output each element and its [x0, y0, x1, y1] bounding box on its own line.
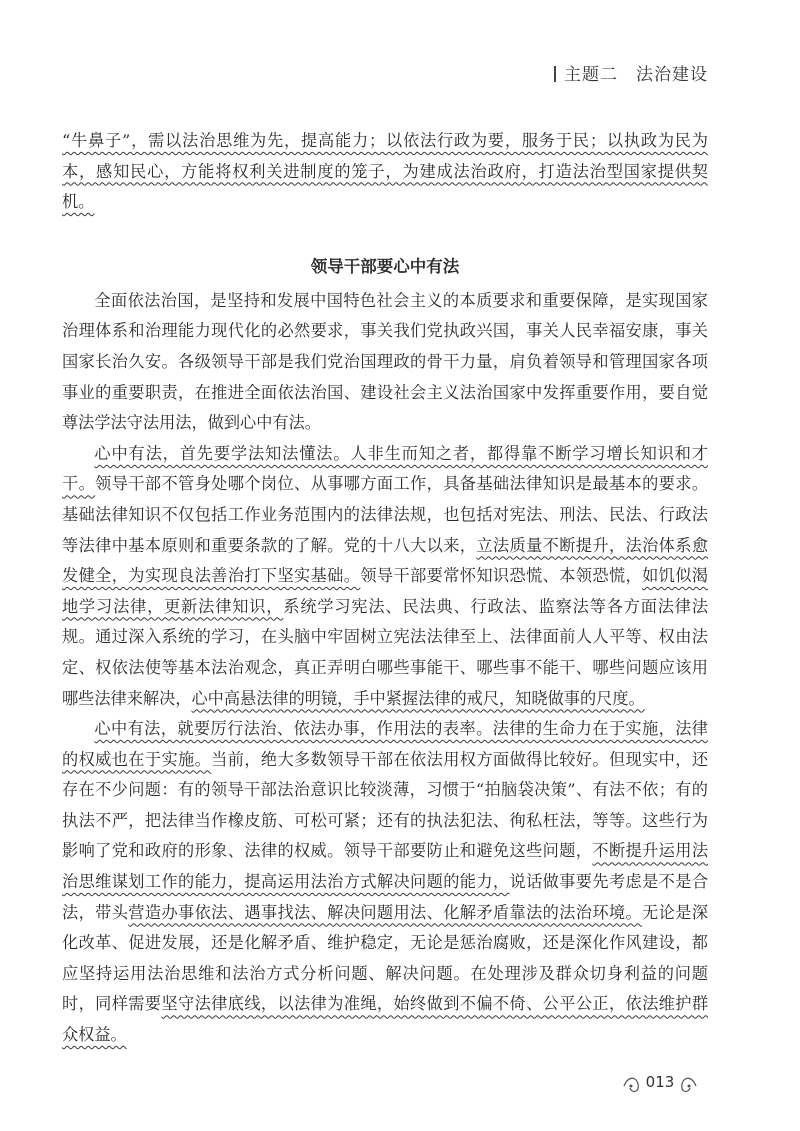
underlined-text: 立法质量不断提升，法治体系愈发健全，为实现良法善治打下坚实基础。 — [62, 535, 709, 586]
header-divider — [554, 66, 556, 82]
article-paragraph-1 — [62, 286, 708, 439]
underlined-text: 营造办事依法、遇事找法、解决问题用法、化解矛盾靠法的法治环境。 — [128, 902, 643, 922]
article-paragraph-2 — [62, 439, 708, 714]
underlined-text: 坚守法律底线，以法律为准绳，始终做到不偏不倚、公平公正，依法维护群众权益。 — [62, 994, 709, 1045]
article-paragraph-3 — [62, 714, 708, 1051]
underlined-text: 如饥似渴地学习法律，更新法律知识， — [62, 566, 709, 616]
header-title: 主题二 法治建设 — [564, 65, 708, 85]
underlined-text: 心中有法，首先要学法知法懂法。人非生而知之者，都得靠不断学习增长知识和才干。 — [62, 443, 708, 494]
intro-paragraph — [62, 126, 708, 218]
underlined-text: 心中高悬法律的明镜，手中紧握法律的戒尺，知晓做事的尺度。 — [191, 688, 645, 708]
article-title: 领导干部要心中有法 — [310, 256, 460, 276]
page-footer — [620, 1070, 700, 1100]
intro-text: “牛鼻子”，需以法治思维为先，提高能力；以依法行政为要，服务于民；以执政为民为本，感知民心，方能将权利关进制度的笼子，为建成法治政府，打造法治型国家提供契机。 — [62, 131, 708, 212]
paragraph-text: 系统学习宪法、民法典、行政法、监察法等各方面法律法规。通过深入系统的学习，在头脑中牢固树立宪法法律至上、法律面前人人平等、权由法定、权依法使等基本法治观念，真正弄明白哪些事能干、哪些事不能干、哪些问题应该用哪些法律来解决， — [62, 596, 709, 708]
paragraph-text: 说话做事要先考虑是不是合法，带头 — [62, 872, 709, 922]
paragraph-text: 领导干部不管身处哪个岗位、从事哪方面工作，具备基础法律知识是最基本的要求。基础法律知识不仅包括工作业务范围内的法律法规，也包括对宪法、刑法、民法、行政法等法律中基本原则和重要条款的了解。党的十八大以来， — [62, 474, 709, 555]
underlined-text: 不断提升运用法治思维谋划工作的能力，提高运用法治方式解决问题的能力， — [62, 841, 709, 892]
running-header — [554, 60, 708, 85]
paragraph-text: 领导干部要常怀知识恐慌、本领恐慌， — [360, 566, 643, 586]
page-body — [62, 126, 708, 1051]
paragraph-text: 当前，绝大多数领导干部在依法用权方面做得比较好。但现实中，还存在不少问题：有的领导干部法治意识比较淡薄，习惯于“拍脑袋决策”、有法不依；有的执法不严，把法律当作橡皮筋、可松可紧；还有的执法犯法、徇私枉法，等等。这些行为影响了党和政府的形象、法律的权威。领导干部要防止和避免这些问题， — [62, 749, 709, 861]
paragraph-1-text: 全面依法治国，是坚持和发展中国特色社会主义的本质要求和重要保障，是实现国家治理体系和治理能力现代化的必然要求，事关我们党执政兴国，事关人民幸福安康，事关国家长治久安。各级领导干部是我们党治国理政的骨干力量，肩负着领导和管理国家各项事业的重要职责，在推进全面依法治国、建设社会主义法治国家中发挥重要作用，要自觉尊法学法守法用法，做到心中有法。 — [62, 290, 708, 433]
underlined-text: 心中有法，就要厉行法治、依法办事，作用法的表率。法律的生命力在于实施，法律的权威也在于实施。 — [62, 719, 708, 769]
page-number: 013 — [645, 1073, 675, 1091]
paragraph-text: 无论是深化改革、促进发展，还是化解矛盾、维护稳定，无论是惩治腐败，还是深化作风建设，都应坚持运用法治思维和法治方式分析问题、解决问题。在处理涉及群众切身利益的问题时，同样需要 — [62, 902, 709, 1014]
